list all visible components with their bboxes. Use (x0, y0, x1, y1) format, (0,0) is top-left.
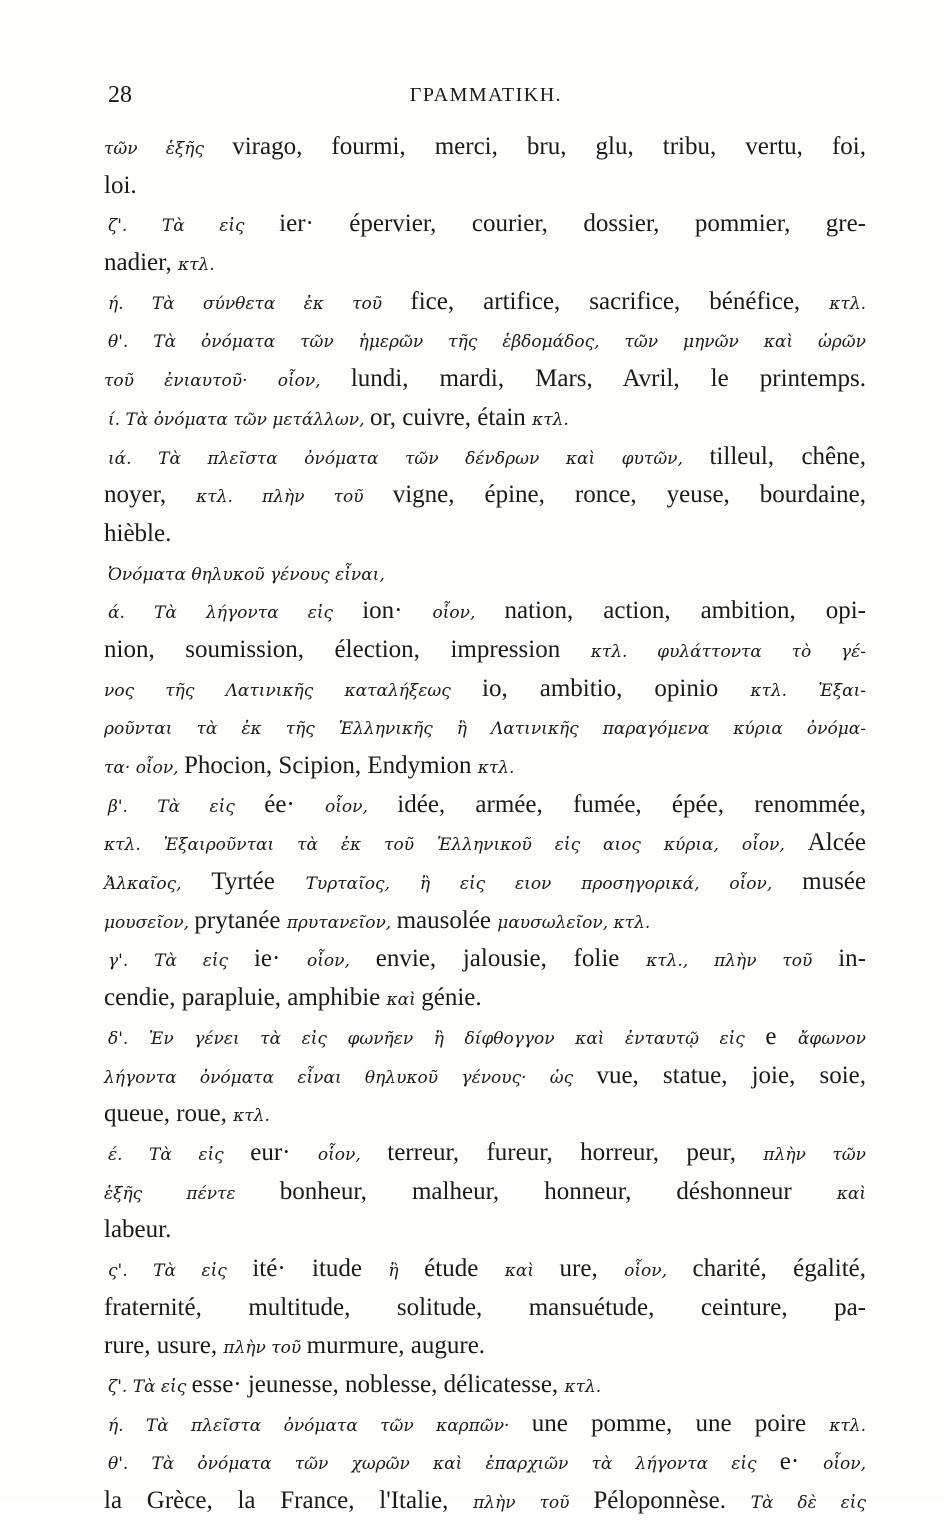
text-line (104, 1211, 866, 1250)
greek-text: κτλ. φυλάττοντα τὸ γέ- (590, 641, 866, 662)
french-text: e· (779, 1448, 824, 1476)
greek-text: τοῦ ἐνιαυτοῦ· οἷον, (104, 371, 351, 392)
greek-text: τῶν ἑξῆς (104, 139, 233, 159)
greek-text: καὶ (386, 990, 422, 1011)
text-line (104, 1405, 866, 1444)
text-line (104, 1366, 866, 1405)
greek-text: λήγοντα ὀνόματα εἶναι θηλυκοῦ γένους· ὡς (104, 1067, 597, 1088)
french-text: prytanée (194, 906, 287, 934)
french-text: eur· (250, 1138, 318, 1166)
greek-text: Ἀλκαῖος, (104, 874, 212, 895)
greek-text: κτλ. (177, 255, 215, 276)
french-text: noyer, (104, 481, 197, 509)
french-text: hièble. (104, 519, 172, 547)
text-line (104, 515, 866, 554)
french-text: génie. (421, 984, 482, 1012)
french-text: ée· (264, 790, 325, 818)
greek-text: κτλ. (829, 293, 867, 314)
text-line (104, 1482, 866, 1521)
french-text: labeur. (104, 1216, 172, 1244)
french-text: nion, soumission, élection, impression (104, 635, 591, 663)
text-line (104, 438, 866, 477)
text-line (104, 1250, 866, 1289)
french-text: terreur, fureur, horreur, peur, (387, 1138, 764, 1166)
greek-text: ή. Τὰ πλεῖστα ὀνόματα τῶν καρπῶν· (108, 1415, 532, 1436)
greek-text: κτλ. (829, 1415, 866, 1436)
text-line (104, 902, 866, 941)
french-text: musée (802, 868, 866, 896)
french-text: or, cuivre, étain (369, 403, 533, 431)
greek-text: ιά. Τὰ πλεῖστα ὀνόματα τῶν δένδρων καὶ φυτῶν, (108, 448, 710, 469)
greek-text: θ'. Τὰ ὀνόματα τῶν ἡμερῶν τῆς ἑβδομάδος, τῶν μηνῶν καὶ ὡρῶν (108, 332, 866, 353)
greek-text: οἷον, (317, 1144, 388, 1165)
greek-text: μουσεῖον, (104, 912, 195, 933)
greek-text: ζ'. Τὰ εἰς (108, 216, 280, 237)
text-line (104, 1095, 866, 1134)
greek-text: πλὴν τοῦ (223, 1338, 307, 1359)
french-text: une pomme, une poire (531, 1409, 830, 1437)
greek-text: Ὀνόματα θηλυκοῦ γένους εἶναι, (108, 564, 385, 585)
text-line (104, 244, 866, 283)
text-line (104, 1173, 866, 1212)
greek-text: ή. Τὰ σύνθετα ἐκ τοῦ (108, 293, 411, 314)
text-line (104, 747, 866, 786)
text-line (104, 283, 866, 322)
greek-text: ροῦνται τὰ ἐκ τῆς Ἑλληνικῆς ἢ Λατινικῆς παραγόμενα κύρια ὀνόμα- (104, 719, 866, 740)
greek-text: κτλ. Ἐξαι- (750, 680, 867, 701)
text-line (104, 205, 866, 244)
greek-text: ἢ (388, 1260, 425, 1281)
greek-text: δ'. Ἐν γένει τὰ εἰς φωνῆεν ἢ δίφθογγον καὶ ἐνταυτῷ εἰς (108, 1028, 766, 1049)
greek-text: έ. Τὰ εἰς (108, 1144, 251, 1165)
greek-text: μαυσωλεῖον, κτλ. (497, 912, 651, 933)
french-text: ion· (362, 597, 433, 625)
greek-text: Τυρταῖος, ἢ εἰς ειον προσηγορικά, οἷον, (305, 874, 803, 895)
text-line (104, 128, 866, 167)
greek-text: τα· οἷον, (104, 758, 184, 778)
text-line (104, 1018, 866, 1057)
french-text: bonheur, malheur, honneur, déshonneur (279, 1177, 837, 1205)
french-text: esse· jeunesse, noblesse, délicatesse, (191, 1371, 565, 1398)
page-number: 28 (108, 82, 132, 108)
french-text: tilleul, chêne, (709, 442, 866, 470)
greek-text: ἑξῆς πέντε (104, 1183, 280, 1204)
text-line (104, 1443, 866, 1482)
text-line (104, 863, 866, 902)
text-line (104, 786, 866, 825)
greek-text: ά. Τὰ λήγοντα εἰς (108, 603, 363, 624)
french-text: virago, fourmi, merci, bru, glu, tribu, vertu, foi, (232, 133, 866, 160)
page-header (108, 82, 864, 116)
french-text: Alcée (807, 829, 866, 857)
text-line (104, 824, 866, 863)
french-text: envie, jalousie, folie (375, 945, 647, 973)
running-title: ΓΡΑΜΜΑΤΙΚΗ. (409, 84, 563, 106)
body-text (104, 128, 866, 1521)
french-text: fice, artifice, sacrifice, bénéfice, (410, 287, 830, 315)
french-text: nadier, (104, 249, 178, 277)
greek-text: οἷον, (307, 951, 376, 972)
french-text: mausolée (396, 906, 498, 934)
greek-text: Τὰ δὲ εἰς (750, 1493, 866, 1514)
greek-text: καὶ (504, 1260, 560, 1281)
french-text: vue, statue, joie, soie, (596, 1061, 866, 1089)
greek-text: κτλ. (564, 1377, 602, 1397)
text-line (104, 1057, 866, 1096)
text-line (104, 940, 866, 979)
french-text: queue, roue, (104, 1100, 234, 1128)
french-text: Tyrtée (211, 868, 306, 896)
french-text: charité, égalité, (692, 1254, 867, 1282)
text-line (104, 631, 866, 670)
greek-text: νος τῆς Λατινικῆς καταλήξεως (104, 680, 482, 701)
text-line (104, 592, 866, 631)
french-text: io, ambitio, opinio (482, 674, 751, 702)
text-line (104, 979, 866, 1018)
text-line (104, 360, 866, 399)
text-line (104, 476, 866, 515)
greek-text: ἄφωνον (797, 1028, 866, 1049)
greek-text: κτλ. (532, 409, 569, 430)
text-line (104, 321, 866, 360)
french-text: loi. (104, 171, 137, 199)
greek-text: κτλ. Ἐξαιροῦνται τὰ ἐκ τοῦ Ἑλληνικοῦ εἰς αιος κύρια, οἷον, (104, 835, 808, 856)
text-line (104, 1134, 866, 1173)
greek-text: πρυτανεῖον, (286, 912, 397, 933)
french-text: Péloponnèse. (593, 1487, 751, 1515)
greek-text: κτλ. πλὴν τοῦ (196, 487, 393, 508)
greek-text: γ'. Τὰ εἰς (108, 951, 254, 972)
french-text: nation, action, ambition, opi- (504, 597, 866, 625)
text-line (104, 167, 866, 206)
french-text: ité· itude (252, 1254, 389, 1282)
text-line (104, 670, 866, 709)
french-text: cendie, parapluie, amphibie (104, 984, 387, 1012)
greek-text: οἷον, (823, 1454, 867, 1475)
text-line (104, 1327, 866, 1366)
french-text: rure, usure, (104, 1332, 224, 1360)
greek-text: οἷον, (432, 603, 505, 624)
greek-text: πλὴν τῶν (763, 1144, 866, 1165)
french-text: étude (424, 1254, 505, 1282)
french-text: ure, (559, 1254, 625, 1282)
french-text: murmure, augure. (306, 1332, 486, 1360)
greek-text: ζ'. Τὰ εἰς (108, 1377, 192, 1397)
greek-text: θ'. Τὰ ὀνόματα τῶν χωρῶν καὶ ἐπαρχιῶν τὰ λήγοντα εἰς (108, 1454, 780, 1475)
greek-text: κτλ., πλὴν τοῦ (646, 951, 839, 972)
greek-text: οἷον, (325, 796, 398, 817)
text-line (104, 554, 866, 593)
text-line (104, 1289, 866, 1328)
text-line (104, 708, 866, 747)
french-text: ie· (253, 945, 308, 973)
french-text: ier· épervier, courier, dossier, pommier, gre- (279, 210, 866, 238)
french-text: lundi, mardi, Mars, Avril, le printemps. (350, 365, 867, 393)
greek-text: ς'. Τὰ εἰς (108, 1260, 253, 1281)
greek-text: οἷον, (624, 1260, 693, 1281)
greek-text: β'. Τὰ εἰς (108, 796, 265, 817)
french-text: Phocion, Scipion, Endymion (183, 752, 478, 779)
text-line (104, 399, 866, 438)
french-text: la Grèce, la France, l'Italie, (104, 1487, 474, 1515)
french-text: vigne, épine, ronce, yeuse, bourdaine, (392, 481, 866, 509)
greek-text: πλὴν τοῦ (473, 1493, 594, 1514)
french-text: idée, armée, fumée, épée, renommée, (397, 790, 866, 818)
greek-text: κτλ. (233, 1106, 270, 1127)
greek-text: καὶ (836, 1183, 866, 1204)
greek-text: ί. Τὰ ὀνόματα τῶν μετάλλων, (108, 409, 370, 430)
french-text: fraternité, multitude, solitude, mansuétude, ceinture, pa- (104, 1293, 866, 1321)
greek-text: κτλ. (477, 758, 515, 778)
french-text: e (765, 1022, 798, 1050)
french-text: in- (838, 945, 867, 973)
